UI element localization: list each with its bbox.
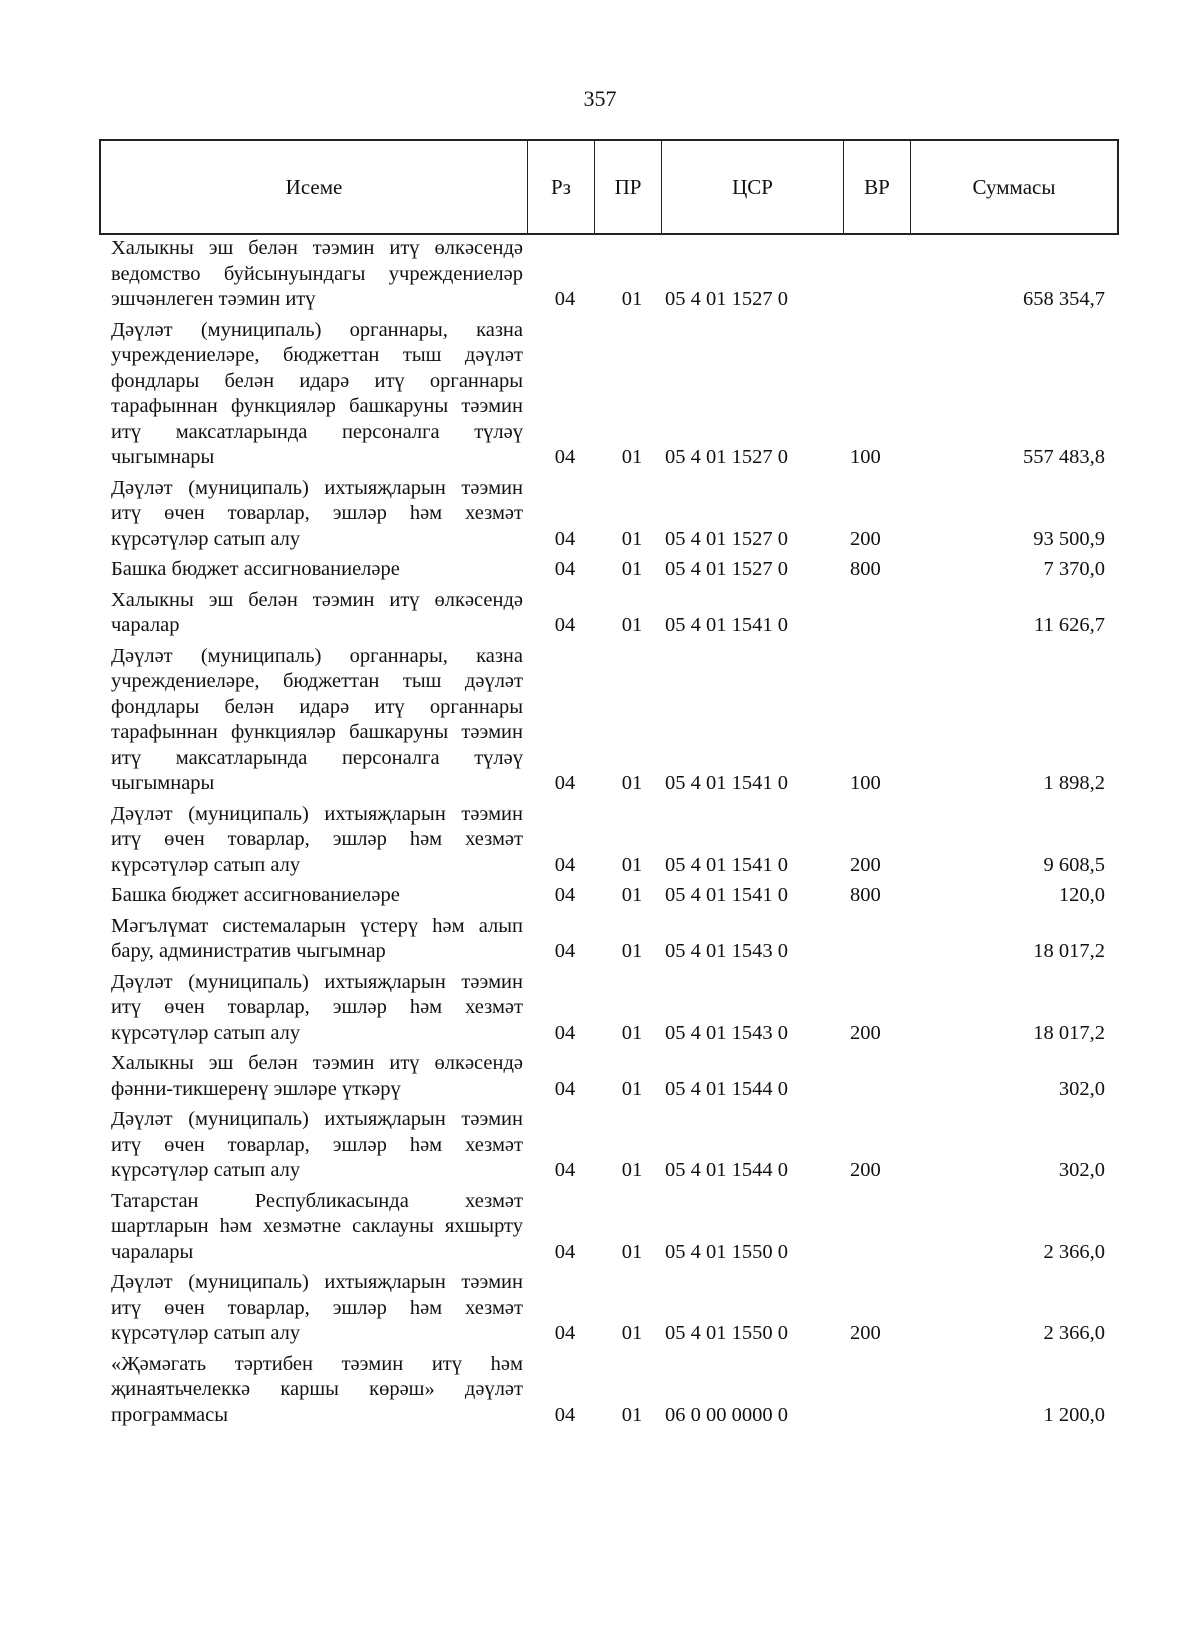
row-csr: 05 4 01 1550 0 (665, 1240, 788, 1263)
row-name: Дәүләт (муниципаль) органнары, казна учреждениеләре, бюджеттан тыш дәүләт фондлары белән идарә итү органнары тарафыннан функцияләр башкаруны тәэмин итү максатларында персоналга түләү чыгымнары (111, 644, 523, 794)
table-row (0, 475, 1200, 557)
row-sum: 302,0 (1058, 1077, 1105, 1100)
row-csr: 05 4 01 1527 0 (665, 446, 788, 468)
header-vr: ВР (844, 141, 911, 233)
table-row (0, 1106, 1200, 1188)
table-row (0, 556, 1200, 587)
row-rz: 04 (554, 1077, 576, 1100)
row-rz: 04 (554, 288, 576, 310)
table-row (0, 587, 1200, 643)
row-pr: 01 (621, 1240, 643, 1263)
row-name: Дәүләт (муниципаль) ихтыяҗларын тәэмин итү өчен товарлар, эшләр һәм хезмәт күрсәтүләр сатып алу (111, 802, 523, 876)
row-pr: 01 (621, 1077, 643, 1100)
row-pr: 01 (621, 558, 643, 580)
row-name: Башка бюджет ассигнованиеләре (111, 558, 400, 580)
row-name: «Җәмәгать тәртибен тәэмин итү һәм җинаятьчелеккә каршы көрәш» дәүләт программасы (111, 1352, 523, 1426)
row-sum: 1 200,0 (1043, 1403, 1105, 1426)
row-pr: 01 (621, 614, 643, 636)
row-pr: 01 (621, 1159, 643, 1181)
table-row (0, 801, 1200, 883)
row-vr: 200 (850, 1021, 881, 1044)
row-csr: 05 4 01 1527 0 (665, 558, 788, 580)
row-sum: 11 626,7 (1034, 614, 1105, 636)
row-rz: 04 (554, 884, 576, 906)
row-sum: 2 366,0 (1043, 1240, 1105, 1263)
row-rz: 04 (554, 614, 576, 636)
table-row (0, 969, 1200, 1051)
table-row (0, 1351, 1200, 1433)
row-pr: 01 (621, 1322, 643, 1344)
row-csr: 05 4 01 1527 0 (665, 527, 788, 550)
row-name: Дәүләт (муниципаль) ихтыяҗларын тәэмин итү өчен товарлар, эшләр һәм хезмәт күрсәтүләр сатып алу (111, 1108, 523, 1181)
table-row (0, 1050, 1200, 1106)
row-rz: 04 (554, 1403, 576, 1426)
row-csr: 05 4 01 1541 0 (665, 853, 788, 876)
row-rz: 04 (554, 1322, 576, 1344)
row-name: Дәүләт (муниципаль) ихтыяҗларын тәэмин итү өчен товарлар, эшләр һәм хезмәт күрсәтүләр сатып алу (111, 476, 523, 550)
row-vr: 200 (850, 1159, 881, 1181)
row-sum: 9 608,5 (1043, 853, 1105, 876)
row-name: Дәүләт (муниципаль) органнары, казна учреждениеләре, бюджеттан тыш дәүләт фондлары белән идарә итү органнары тарафыннан функцияләр башкаруны тәэмин итү максатларында персоналга түләү чыгымнары (111, 318, 523, 468)
table-body (0, 235, 1200, 1432)
row-rz: 04 (554, 853, 576, 876)
row-rz: 04 (554, 527, 576, 550)
header-pr: ПР (595, 141, 662, 233)
row-pr: 01 (621, 446, 643, 468)
table-row (0, 235, 1200, 317)
row-sum: 18 017,2 (1033, 1021, 1105, 1044)
row-pr: 01 (621, 1403, 643, 1426)
row-vr: 800 (850, 558, 881, 580)
row-sum: 7 370,0 (1043, 558, 1105, 580)
row-csr: 05 4 01 1544 0 (665, 1159, 788, 1181)
row-name: Мәгълүмат системаларын үстерү һәм алып бару, административ чыгымнар (111, 914, 523, 962)
page-number: 357 (583, 86, 617, 111)
row-pr: 01 (621, 940, 643, 962)
header-name: Исеме (101, 141, 528, 233)
row-rz: 04 (554, 1240, 576, 1263)
row-sum: 557 483,8 (1023, 446, 1105, 468)
header-sum: Суммасы (972, 174, 1056, 199)
row-name: Халыкны эш белән тәэмин итү өлкәсендә фәнни-тикшеренү эшләре үткәрү (111, 1052, 523, 1100)
row-pr: 01 (621, 527, 643, 550)
row-pr: 01 (621, 853, 643, 876)
row-name: Халыкны эш белән тәэмин итү өлкәсендә ведомство буйсынуындагы учреждениеләр эшчәнлеген тәэмин итү (111, 237, 523, 310)
row-sum: 302,0 (1058, 1159, 1105, 1181)
row-name: Халыкны эш белән тәэмин итү өлкәсендә чаралар (111, 588, 523, 636)
row-sum: 120,0 (1058, 884, 1105, 906)
row-csr: 05 4 01 1541 0 (665, 884, 788, 906)
header-csr: ЦСР (662, 141, 844, 233)
row-rz: 04 (554, 446, 576, 468)
row-vr: 100 (850, 772, 881, 794)
table-row (0, 1269, 1200, 1351)
row-pr: 01 (621, 884, 643, 906)
row-rz: 04 (554, 1159, 576, 1181)
row-name: Дәүләт (муниципаль) ихтыяҗларын тәэмин итү өчен товарлар, эшләр һәм хезмәт күрсәтүләр сатып алу (111, 1271, 523, 1344)
row-vr: 200 (850, 853, 881, 876)
row-sum: 658 354,7 (1023, 288, 1105, 310)
row-rz: 04 (554, 772, 576, 794)
row-rz: 04 (554, 1021, 576, 1044)
row-sum: 93 500,9 (1033, 527, 1105, 550)
table-header (99, 139, 1119, 235)
row-name: Дәүләт (муниципаль) ихтыяҗларын тәэмин итү өчен товарлар, эшләр һәм хезмәт күрсәтүләр сатып алу (111, 970, 523, 1044)
table-row (0, 317, 1200, 475)
header-rz: Рз (528, 141, 595, 233)
table-row (0, 643, 1200, 801)
row-name: Башка бюджет ассигнованиеләре (111, 884, 400, 906)
row-csr: 05 4 01 1541 0 (665, 772, 788, 794)
row-vr: 800 (850, 884, 881, 906)
row-pr: 01 (621, 288, 643, 310)
row-csr: 06 0 00 0000 0 (665, 1403, 788, 1426)
table-row (0, 882, 1200, 913)
row-vr: 100 (850, 446, 881, 468)
row-sum: 18 017,2 (1033, 940, 1105, 962)
row-csr: 05 4 01 1543 0 (665, 1021, 788, 1044)
row-csr: 05 4 01 1541 0 (665, 614, 788, 636)
row-vr: 200 (850, 1322, 881, 1344)
row-sum: 2 366,0 (1043, 1322, 1105, 1344)
row-csr: 05 4 01 1543 0 (665, 940, 788, 962)
row-sum: 1 898,2 (1043, 772, 1105, 794)
row-csr: 05 4 01 1527 0 (665, 288, 788, 310)
row-vr: 200 (850, 527, 881, 550)
row-rz: 04 (554, 940, 576, 962)
row-pr: 01 (621, 1021, 643, 1044)
row-rz: 04 (554, 558, 576, 580)
table-row (0, 913, 1200, 969)
row-csr: 05 4 01 1550 0 (665, 1322, 788, 1344)
table-row (0, 1188, 1200, 1270)
row-name: Татарстан Республикасында хезмәт шартларын һәм хезмәтне саклауны яхшырту чаралары (111, 1189, 523, 1263)
row-csr: 05 4 01 1544 0 (665, 1077, 788, 1100)
row-pr: 01 (621, 772, 643, 794)
